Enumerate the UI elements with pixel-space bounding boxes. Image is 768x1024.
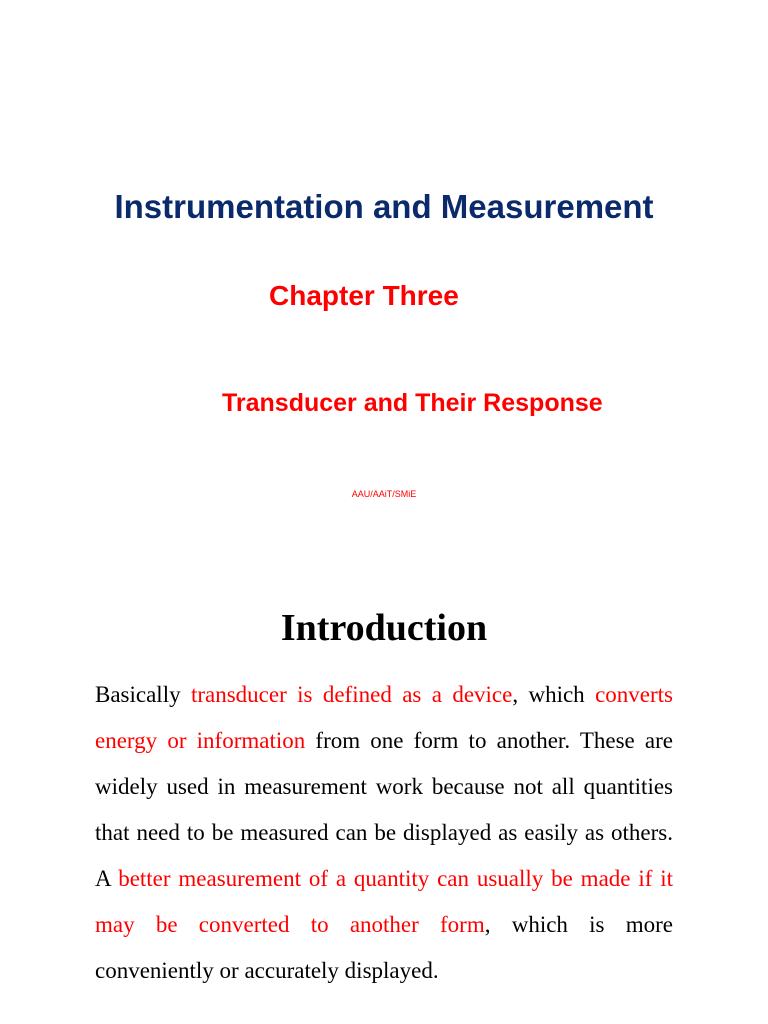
paragraph-segment-highlight: transducer is defined as a device [190, 682, 513, 707]
paragraph-segment-highlight: better measurement of a quantity can usually be made if it may be converted to another form [95, 866, 674, 937]
slide-title: Instrumentation and Measurement [114, 188, 654, 225]
introduction-heading: Introduction [280, 607, 488, 649]
introduction-paragraph [95, 672, 673, 994]
paragraph-segment: , which [512, 682, 596, 707]
chapter-subtitle: Transducer and Their Response [222, 389, 603, 417]
paragraph-segment-highlight: converts energy or information [95, 682, 673, 753]
paragraph-segment: from one form to another. These are widely used in measurement work because not all quantities that need to be measured can be displayed as easily as others. A [95, 728, 673, 891]
chapter-label: Chapter Three [269, 280, 459, 311]
paragraph-segment: , which is more conveniently or accurately displayed. [95, 912, 674, 983]
affiliation-label: AAU/AAiT/SMiE [351, 489, 417, 499]
paragraph-segment: Basically [95, 682, 191, 707]
introduction-slide [0, 560, 768, 1024]
